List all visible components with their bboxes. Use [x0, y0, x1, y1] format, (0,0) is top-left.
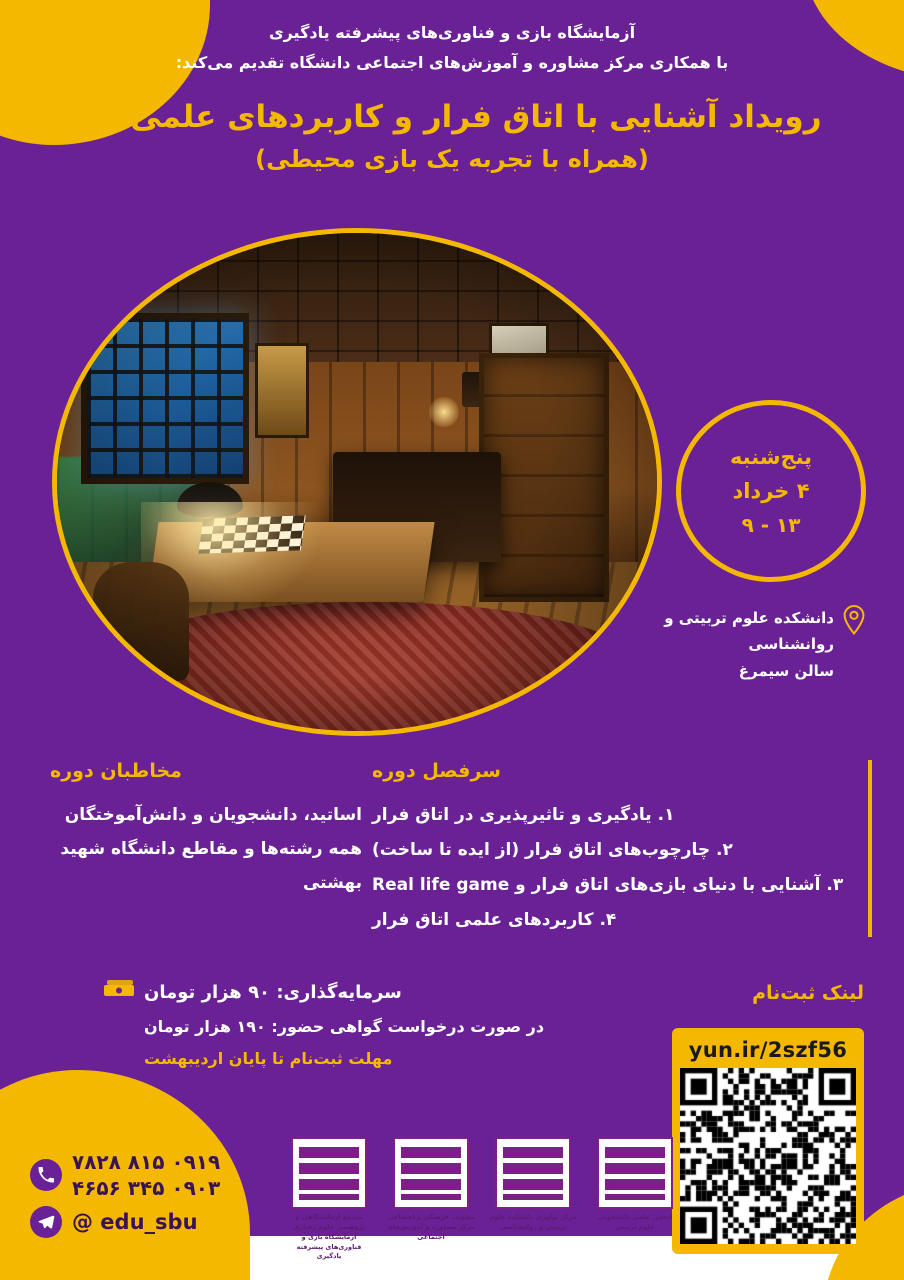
- contact-phone-row: [30, 1150, 220, 1200]
- contact-block: [30, 1150, 220, 1244]
- phone-icon: [30, 1159, 62, 1191]
- hero-image-wrapper: [62, 228, 662, 726]
- syllabus-item-text: کاربردهای علمی اتاق فرار: [372, 909, 594, 930]
- escape-room-photo: [52, 228, 662, 736]
- sponsor-logo-caption: مجتمع آزمایشگاهی و پژوهشی علوم رفتاری آزمایشگاه بازی و فناوری‌های پیشرفته یادگیری: [293, 1213, 365, 1261]
- venue-line-1: دانشکده علوم تربیتی و روانشناسی: [664, 609, 834, 654]
- price-main: سرمایه‌گذاری: ۹۰ هزار تومان: [144, 982, 402, 1003]
- syllabus-item-number: ۲.: [716, 839, 733, 860]
- syllabus-item-text: یادگیری و تاثیرپذیری در اتاق فرار: [372, 805, 652, 825]
- photo-vignette: [57, 233, 657, 731]
- presenter-line-1: آزمایشگاه بازی و فناوری‌های پیشرفته یادگیری: [268, 23, 636, 42]
- venue-line-2: سالن سیمرغ: [738, 661, 834, 680]
- presenter-line-2: با همکاری مرکز مشاوره و آموزش‌های اجتماعی دانشگاه تقدیم می‌کند:: [175, 53, 729, 73]
- qr-code-canvas: [680, 1068, 856, 1244]
- syllabus-item-number: ۱.: [657, 805, 675, 825]
- registration-qr-card[interactable]: [672, 1028, 864, 1254]
- syllabus-heading: سرفصل دوره: [372, 760, 501, 782]
- price-sub: در صورت درخواست گواهی حضور: ۱۹۰ هزار تومان: [144, 1017, 545, 1036]
- date-day-month: ۴ خرداد: [732, 479, 810, 503]
- money-icon: [100, 971, 140, 1007]
- contact-phone: ۰۹۰۳ ۳۴۵ ۴۶۵۶: [72, 1176, 221, 1200]
- university-logo-icon: [393, 1137, 469, 1209]
- event-date-badge: [676, 400, 866, 582]
- syllabus-item: [362, 868, 850, 903]
- syllabus-item-number: ۴.: [599, 909, 617, 930]
- sponsor-logo-caption: مرکز نوآوری دانشکده علوم تربیتی و روانشناسی: [489, 1213, 577, 1231]
- audience-line: همه رشته‌ها و مقاطع دانشگاه شهید بهشتی: [60, 839, 362, 893]
- contact-phone-list: [72, 1150, 220, 1200]
- sponsor-logo: [591, 1137, 679, 1262]
- registration-url[interactable]: yun.ir/2szf56: [688, 1038, 848, 1062]
- syllabus-item-text: چارچوب‌های اتاق فرار (از ایده تا ساخت): [372, 839, 711, 860]
- price-deadline: مهلت ثبت‌نام تا پایان اردیبهشت: [144, 1049, 393, 1068]
- contact-telegram-handle[interactable]: @ edu_sbu: [72, 1210, 198, 1234]
- sponsor-logo-caption: انجمن علمی دانشجویی علوم تربیتی: [597, 1213, 673, 1231]
- university-logo-icon: [291, 1137, 367, 1209]
- poster-header: [0, 0, 904, 173]
- sponsor-logo-caption: معاونت فرهنگی و اجتماعی مرکز مشاوره و آموزش‌های اجتماعی: [387, 1213, 475, 1241]
- sponsor-logo: [489, 1137, 577, 1262]
- sponsor-logo: [387, 1137, 475, 1262]
- venue-block: [576, 605, 866, 684]
- telegram-icon: [30, 1206, 62, 1238]
- registration-heading: لینک ثبت‌نام: [752, 982, 864, 1004]
- sponsor-logos: [285, 1137, 679, 1262]
- university-logo-icon: [597, 1137, 673, 1209]
- date-time: ۱۳ - ۹: [741, 513, 801, 537]
- sponsor-logo: [285, 1137, 373, 1262]
- audience-line: اساتید، دانشجویان و دانش‌آموختگان: [64, 805, 362, 825]
- info-columns: [0, 760, 904, 937]
- syllabus-column: [362, 760, 872, 937]
- qr-code[interactable]: [680, 1068, 856, 1244]
- date-weekday: پنج‌شنبه: [729, 445, 813, 469]
- audience-column: [32, 760, 362, 937]
- syllabus-item-text: آشنایی با دنیای بازی‌های اتاق فرار و Real life game: [372, 874, 821, 895]
- syllabus-item: [362, 903, 850, 938]
- contact-phone: ۰۹۱۹ ۸۱۵ ۷۸۲۸: [72, 1150, 221, 1174]
- venue-lines: [576, 605, 834, 684]
- syllabus-item: [362, 798, 850, 833]
- page-subtitle: (همراه با تجربه یک بازی محیطی): [255, 144, 649, 173]
- location-pin-icon: [842, 605, 866, 635]
- page-title: رویداد آشنایی با اتاق فرار و کاربردهای علمی آن: [82, 98, 822, 135]
- university-logo-icon: [495, 1137, 571, 1209]
- pricing-block: [144, 975, 574, 1075]
- contact-telegram-row[interactable]: [30, 1206, 220, 1238]
- syllabus-item: [362, 833, 850, 868]
- audience-heading: مخاطبان دوره: [50, 760, 182, 782]
- syllabus-item-number: ۳.: [826, 874, 844, 895]
